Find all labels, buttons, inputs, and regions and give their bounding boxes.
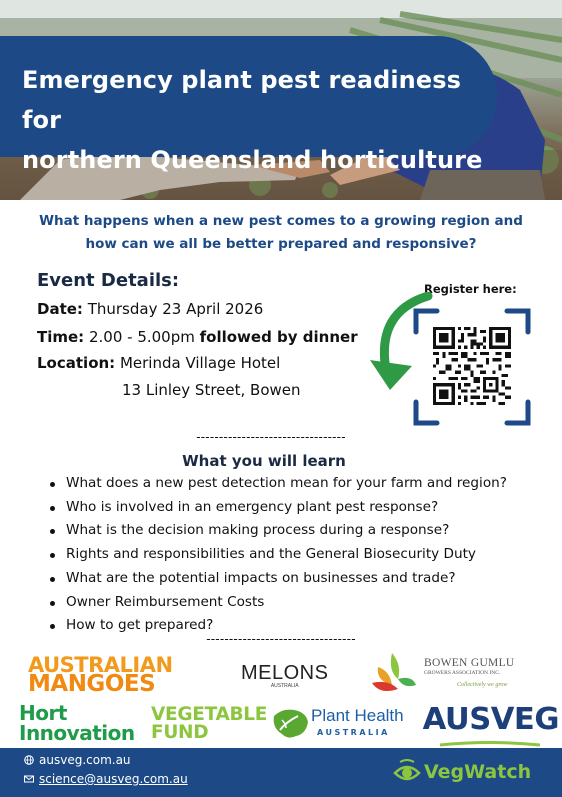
australia-leaf-icon — [270, 706, 310, 740]
title-line-2: northern Queensland horticulture — [22, 146, 483, 174]
bowen-gumlu-logo — [368, 649, 538, 695]
melons-australia-logo — [241, 662, 328, 689]
vegfund-line-2: FUND — [151, 722, 209, 743]
mangoes-line-1: AUSTRALIAN — [28, 653, 173, 677]
list-item: What is the decision making process during a response? — [49, 519, 507, 543]
location-label: Location: — [37, 354, 116, 372]
mangoes-line-2: MANGOES — [28, 671, 156, 697]
list-item: What does a new pest detection mean for your farm and region? — [49, 472, 507, 496]
event-details-heading: Event Details: — [37, 270, 180, 291]
divider-bottom: --------------------------------- — [206, 632, 356, 646]
title-banner — [0, 36, 497, 174]
pha-line-1: Plant Health — [311, 706, 404, 725]
hort-innovation-logo — [19, 703, 135, 743]
hort-line-2: Innovation — [19, 721, 135, 745]
vegwatch-name: VegWatch — [424, 761, 532, 783]
leaf-emblem-icon — [368, 649, 420, 695]
australian-mangoes-logo — [28, 653, 173, 697]
hort-line-1: Hort — [19, 701, 67, 725]
list-item: How to get prepared? — [49, 614, 507, 638]
mail-icon — [24, 774, 34, 784]
event-address: 13 Linley Street, Bowen — [122, 381, 301, 399]
subtitle-line-1: What happens when a new pest comes to a growing region and — [39, 213, 523, 229]
subtitle-line-2: how can we all be better prepared and responsive? — [85, 236, 477, 252]
register-label: Register here: — [424, 282, 517, 296]
list-item: What are the potential impacts on businesses and trade? — [49, 567, 507, 591]
subtitle — [0, 210, 562, 256]
vegfund-line-1: VEGETABLE — [151, 704, 268, 725]
learn-heading: What you will learn — [182, 452, 346, 470]
bowen-name: BOWEN GUMLU — [424, 657, 515, 669]
registration-qr-code[interactable] — [433, 327, 511, 405]
vegetable-fund-logo — [151, 706, 267, 742]
time-value: 2.00 - 5.00pm — [88, 328, 195, 346]
globe-icon — [24, 755, 34, 765]
melons-name: MELONS — [241, 662, 329, 684]
time-extra: followed by dinner — [199, 328, 358, 346]
list-item: Who is involved in an emergency plant pest response? — [49, 496, 507, 520]
title-line-1: Emergency plant pest readiness for — [22, 66, 462, 134]
vegwatch-logo — [392, 758, 532, 788]
event-date — [37, 300, 263, 318]
email-link[interactable] — [24, 772, 188, 786]
bowen-tagline: Collectively we grow — [457, 682, 508, 688]
bowen-sub: GROWERS ASSOCIATION INC. — [424, 670, 501, 676]
melons-sub: AUSTRALIA — [270, 683, 299, 689]
ausveg-swoosh-icon — [440, 741, 540, 747]
event-location — [37, 354, 280, 372]
hero-photo — [0, 0, 562, 200]
plant-health-australia-logo — [270, 706, 418, 742]
location-venue: Merinda Village Hotel — [119, 354, 281, 372]
ausveg-logo: AUSVEG — [422, 702, 559, 737]
event-time — [37, 328, 358, 346]
divider-top: --------------------------------- — [196, 430, 346, 444]
website-link[interactable] — [24, 753, 131, 767]
list-item: Rights and responsibilities and the General Biosecurity Duty — [49, 543, 507, 567]
learn-list — [49, 472, 507, 638]
footer — [0, 748, 562, 797]
date-label: Date: — [37, 300, 83, 318]
time-label: Time: — [37, 328, 85, 346]
email-text: science@ausveg.com.au — [39, 772, 188, 786]
page-title — [22, 60, 497, 180]
date-value: Thursday 23 April 2026 — [87, 300, 264, 318]
website-text: ausveg.com.au — [39, 753, 131, 767]
vegwatch-eye-icon — [392, 758, 422, 788]
list-item: Owner Reimbursement Costs — [49, 591, 507, 615]
pha-line-2: AUSTRALIA — [317, 728, 390, 737]
